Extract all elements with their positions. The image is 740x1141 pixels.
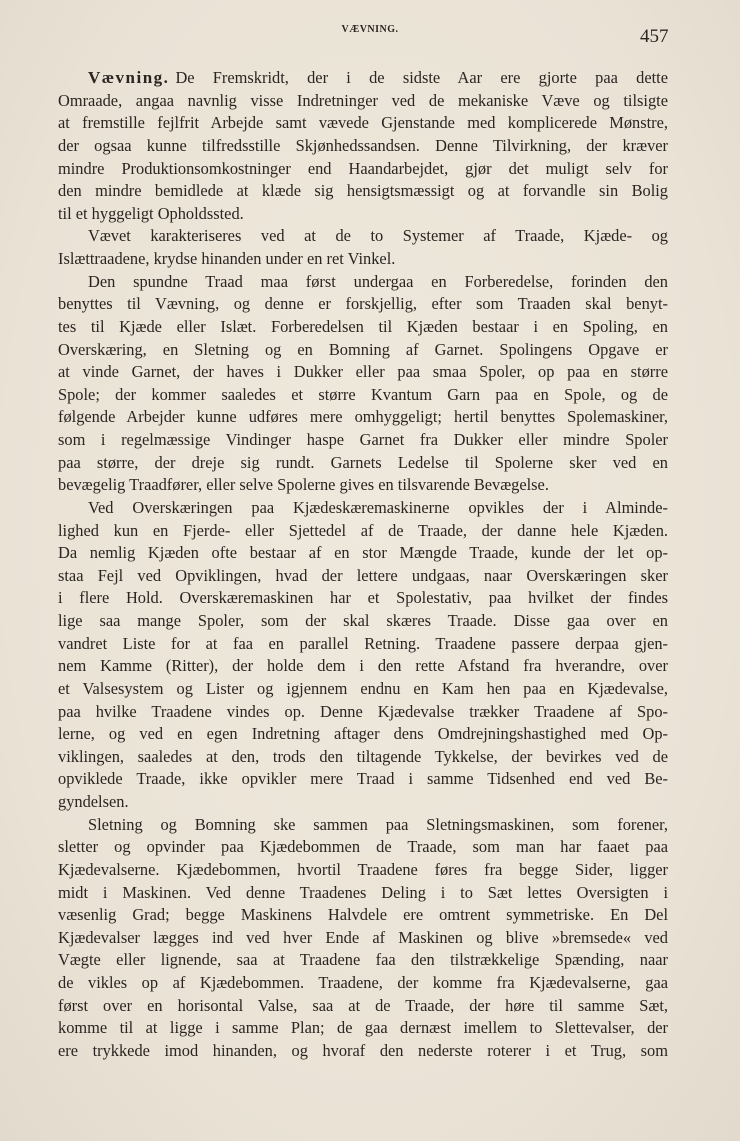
- line-text: ere trykkede imod hinanden, og hvoraf den nederste roterer i et Trug, som: [58, 1040, 668, 1060]
- page-number: 457: [640, 26, 669, 47]
- text-line: [58, 339, 668, 362]
- text-line: [58, 225, 668, 248]
- line-text: lige saa mange Spoler, som der skal skæres Traade. Disse gaa over en: [58, 611, 668, 630]
- line-text: lighed kun en Fjerde- eller Sjettedel af de Traade, der danne hele Kjæden.: [58, 520, 668, 540]
- line-text: væsenlig Grad; begge Maskinens Halvdele ere omtrent symmetriske. En Del: [58, 905, 668, 925]
- line-text: gyndelsen.: [58, 792, 129, 811]
- text-line: [58, 361, 668, 384]
- text-line: [58, 406, 668, 429]
- line-text: lerne, og ved en egen Indretning aftager dens Omdrejningshastighed med Op-: [58, 724, 668, 744]
- paragraph: [58, 225, 668, 270]
- text-line: [58, 768, 668, 791]
- line-text: følgende Arbejder kunne udføres mere omhyggeligt; hertil benyttes Spolemaskiner,: [58, 407, 668, 427]
- text-line: [58, 180, 668, 203]
- text-line: [58, 158, 668, 181]
- line-text: Da nemlig Kjæden ofte bestaar af en stor Mængde Traade, kunde der let op-: [58, 543, 668, 563]
- text-line: [58, 655, 668, 678]
- text-line: [58, 723, 668, 746]
- text-line: [58, 90, 668, 113]
- text-line: [58, 565, 668, 588]
- line-text: Ved Overskæringen paa Kjædeskæremaskinerne opvikles der i Alminde-: [88, 497, 668, 517]
- text-line: [58, 1017, 668, 1040]
- text-line: [58, 610, 668, 633]
- text-line: [58, 248, 668, 271]
- line-text: der ogsaa kunne tilfredsstille Skjønhedssandsen. Denne Tilvirkning, der kræver: [58, 135, 668, 155]
- line-text: midt i Maskinen. Ved denne Traadenes Deling i to Sæt lettes Oversigten i: [58, 882, 668, 902]
- line-text: Overskæring, en Sletning og en Bomning af Garnet. Spolingens Opgave er: [58, 339, 668, 359]
- text-line: [58, 497, 668, 520]
- text-line: [58, 67, 668, 90]
- text-line: [58, 814, 668, 837]
- line-text: de vikles op af Kjædebommen. Traadene, der komme fra Kjædevalserne, gaa: [58, 973, 668, 992]
- text-line: [58, 791, 668, 814]
- text-line: [58, 112, 668, 135]
- text-line: [58, 542, 668, 565]
- text-line: [58, 904, 668, 927]
- text-line: [58, 949, 668, 972]
- line-text: Sletning og Bomning ske sammen paa Sletningsmaskinen, som forener,: [88, 814, 668, 834]
- text-line: [58, 587, 668, 610]
- line-text: Den spundne Traad maa først undergaa en Forberedelse, forinden den: [88, 271, 668, 291]
- line-text: Spole; der kommer saaledes et større Kvantum Garn paa en Spole, og de: [58, 384, 668, 404]
- text-line: [58, 633, 668, 656]
- running-title: VÆVNING.: [341, 24, 399, 35]
- text-line: [58, 859, 668, 882]
- line-text: Kjædevalserne. Kjædebommen, hvortil Traadene føres fra begge Sider, ligger: [58, 859, 668, 879]
- line-text: Vægte eller lignende, saa at Traadene faa den tilstrækkelige Spænding, naar: [58, 950, 668, 970]
- line-text: opviklede Traade, ikke opvikler mere Traad i samme Tidsenhed end ved Be-: [58, 769, 668, 789]
- line-text: staa Fejl ved Opviklingen, hvad der lettere undgaas, naar Overskæringen sker: [58, 565, 668, 585]
- line-text: paa større, der dreje sig rundt. Garnets Ledelse til Spolerne sker ved en: [58, 452, 668, 472]
- text-line: [58, 452, 668, 475]
- line-text: tes til Kjæde eller Islæt. Forberedelsen til Kjæden bestaar i en Spoling, en: [58, 316, 668, 336]
- text-line: [58, 293, 668, 316]
- line-text: først over en horisontal Valse, saa at de Traade, der høre til samme Sæt,: [58, 995, 668, 1015]
- text-line: [58, 972, 668, 995]
- line-text: Islættraadene, krydse hinanden under en ret Vinkel.: [58, 249, 396, 268]
- line-text: i flere Hold. Overskæremaskinen har et Spolestativ, paa hvilket der findes: [58, 588, 668, 608]
- text-line: [58, 203, 668, 226]
- text-line: [58, 882, 668, 905]
- text-line: [58, 995, 668, 1018]
- body-text: [58, 67, 668, 1063]
- line-text: Vævet karakteriseres ved at de to Systemer af Traade, Kjæde- og: [88, 226, 668, 246]
- paragraph: [58, 271, 668, 497]
- paragraph: [58, 497, 668, 814]
- line-text: De Fremskridt, der i de sidste Aar ere gjorte paa dette: [175, 68, 668, 87]
- text-line: [58, 927, 668, 950]
- line-text: komme til at ligge i samme Plan; de gaa dernæst imellem to Slettevalser, der: [58, 1018, 668, 1038]
- line-text: viklingen, saaledes at den, trods den tiltagende Tykkelse, der bevirkes ved de: [58, 746, 668, 766]
- line-text: benyttes til Vævning, og denne er forskjellig, efter som Traaden skal benyt-: [58, 294, 668, 314]
- line-text: mindre Produktionsomkostninger end Haandarbejdet, gjør det muligt selv for: [58, 158, 668, 178]
- text-line: [58, 678, 668, 701]
- text-line: [58, 135, 668, 158]
- line-text: et Valsesystem og Lister og igjennem endnu en Kam hen paa en Kjædevalse,: [58, 678, 668, 698]
- line-text: at vinde Garnet, der haves i Dukker eller paa smaa Spoler, op paa en større: [58, 362, 668, 382]
- paragraph: [58, 67, 668, 225]
- text-line: [58, 746, 668, 769]
- paragraph: [58, 814, 668, 1063]
- line-text: sletter og opvinder paa Kjædebommen de Traade, som man har faaet paa: [58, 837, 668, 857]
- text-line: [58, 1040, 668, 1063]
- text-line: [58, 836, 668, 859]
- text-line: [58, 520, 668, 543]
- text-line: [58, 474, 668, 497]
- section-heading: Vævning.: [88, 68, 170, 87]
- line-text: Kjædevalser lægges ind ved hver Ende af Maskinen og blive »bremsede« ved: [58, 927, 668, 947]
- text-line: [58, 271, 668, 294]
- line-text: nem Kamme (Ritter), der holde dem i den rette Afstand fra hverandre, over: [58, 656, 668, 676]
- line-text: som i regelmæssige Vindinger haspe Garnet fra Dukker eller mindre Spoler: [58, 430, 668, 449]
- line-text: til et hyggeligt Opholdssted.: [58, 203, 244, 223]
- line-text: vandret Liste for at faa en parallel Retning. Traadene passere derpaa gjen-: [58, 633, 668, 653]
- line-text: bevægelig Traadfører, eller selve Spolerne gives en tilsvarende Bevægelse.: [58, 475, 549, 495]
- text-line: [58, 701, 668, 724]
- line-text: paa hvilke Traadene vindes op. Denne Kjædevalse trækker Traadene af Spo-: [58, 701, 668, 721]
- text-line: [58, 384, 668, 407]
- line-text: at fremstille fejlfrit Arbejde samt vævede Gjenstande med komplicerede Mønstre,: [58, 113, 668, 133]
- line-text: den mindre bemidlede at klæde sig hensigtsmæssigt og at forvandle sin Bolig: [58, 181, 668, 201]
- line-text: Omraade, angaa navnlig visse Indretninger ved de mekaniske Væve og tilsigte: [58, 90, 668, 110]
- text-line: [58, 316, 668, 339]
- text-line: [58, 429, 668, 452]
